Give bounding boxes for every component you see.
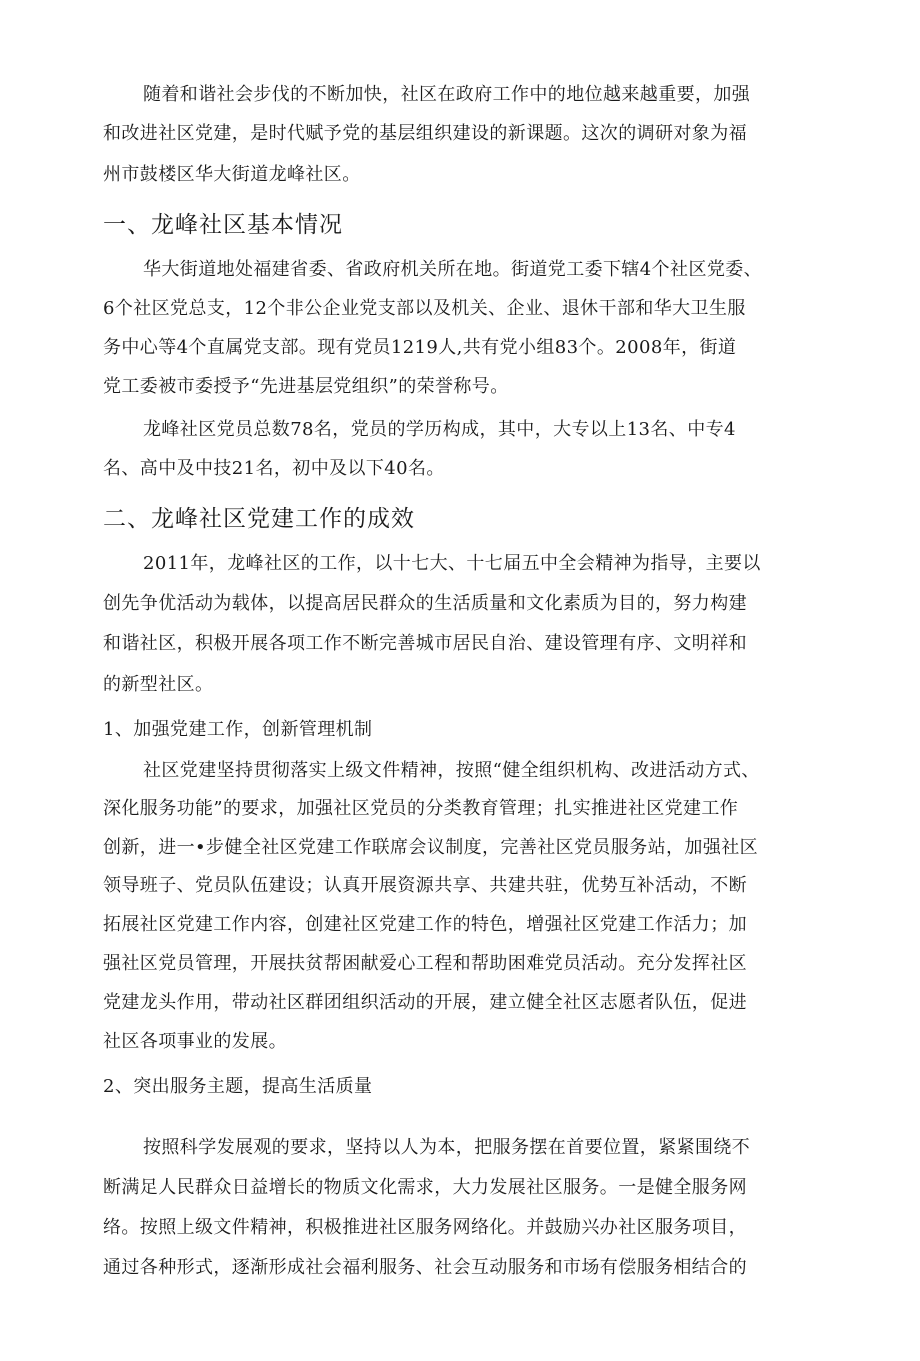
- paragraph-line: 龙峰社区党员总数78名，党员的学历构成，其中，大专以上13名、中专4: [143, 419, 736, 440]
- paragraph-line: 华大街道地处福建省委、省政府机关所在地。街道党工委下辖4个社区党委、: [143, 259, 763, 280]
- paragraph-line: 的新型社区。: [103, 674, 214, 695]
- paragraph-line: 6个社区党总支，12个非公企业党支部以及机关、企业、退休干部和华大卫生服: [103, 298, 746, 319]
- paragraph-line: 领导班子、党员队伍建设；认真开展资源共享、共建共驻，优势互补活动，不断: [103, 875, 747, 896]
- paragraph-line: 拓展社区党建工作内容，创建社区党建工作的特色，增强社区党建工作活力；加: [103, 914, 747, 935]
- paragraph-line: 深化服务功能”的要求，加强社区党员的分类教育管理；扎实推进社区党建工作: [103, 798, 739, 819]
- paragraph-line: 按照科学发展观的要求，坚持以人为本，把服务摆在首要位置，紧紧围绕不: [143, 1137, 751, 1158]
- paragraph-line: 2011年，龙峰社区的工作，以十七大、十七届五中全会精神为指导，主要以: [143, 553, 761, 574]
- paragraph-line: 强社区党员管理，开展扶贫帮困献爱心工程和帮助困难党员活动。充分发挥社区: [103, 953, 747, 974]
- paragraph-line: 党工委被市委授予“先进基层党组织”的荣誉称号。: [103, 376, 509, 397]
- paragraph-line: 社区各项事业的发展。: [103, 1031, 287, 1052]
- intro-line: 随着和谐社会步伐的不断加快，社区在政府工作中的地位越来越重要，加强: [143, 84, 751, 105]
- paragraph-line: 和谐社区，积极开展各项工作不断完善城市居民自治、建设管理有序、文明祥和: [103, 633, 747, 654]
- subsection-title: 1、加强党建工作，创新管理机制: [103, 719, 373, 740]
- intro-line: 州市鼓楼区华大街道龙峰社区。: [103, 164, 361, 185]
- section-heading: 一、龙峰社区基本情况: [103, 212, 343, 238]
- intro-line: 和改进社区党建，是时代赋予党的基层组织建设的新课题。这次的调研对象为福: [103, 123, 747, 144]
- paragraph-line: 务中心等4个直属党支部。现有党员1219人,共有党小组83个。2008年，街道: [103, 337, 737, 358]
- paragraph-line: 党建龙头作用，带动社区群团组织活动的开展，建立健全社区志愿者队伍，促进: [103, 992, 747, 1013]
- section-heading: 二、龙峰社区党建工作的成效: [103, 506, 415, 532]
- subsection-title: 2、突出服务主题，提高生活质量: [103, 1076, 373, 1097]
- paragraph-line: 创先争优活动为载体，以提高居民群众的生活质量和文化素质为目的，努力构建: [103, 593, 747, 614]
- paragraph-line: 名、高中及中技21名，初中及以下40名。: [103, 458, 445, 479]
- paragraph-line: 通过各种形式，逐渐形成社会福利服务、社会互动服务和市场有偿服务相结合的: [103, 1257, 747, 1278]
- paragraph-line: 络。按照上级文件精神，积极推进社区服务网络化。并鼓励兴办社区服务项目，: [103, 1217, 747, 1238]
- paragraph-line: 断满足人民群众日益增长的物质文化需求，大力发展社区服务。一是健全服务网: [103, 1177, 747, 1198]
- paragraph-line: 社区党建坚持贯彻落实上级文件精神，按照“健全组织机构、改进活动方式、: [143, 760, 760, 781]
- paragraph-line: 创新，进一•步健全社区党建工作联席会议制度，完善社区党员服务站，加强社区: [103, 837, 759, 858]
